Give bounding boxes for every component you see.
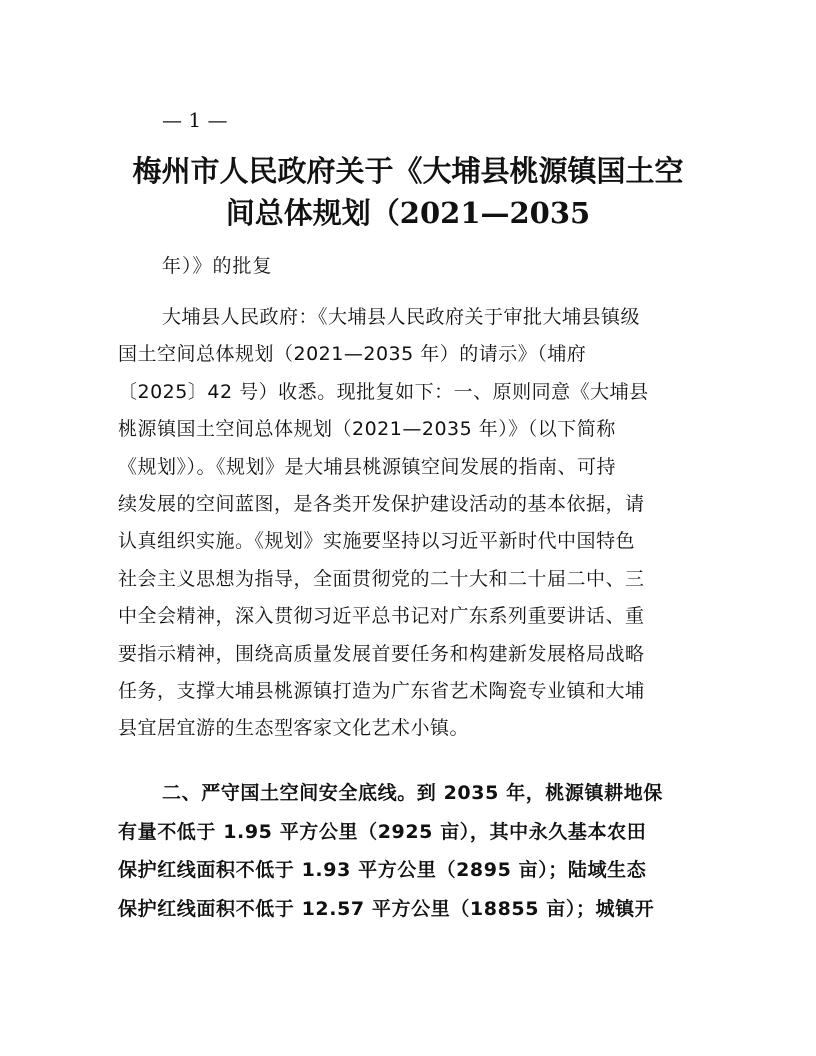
- body-paragraph-1: [118, 299, 703, 748]
- document-title-line-3: 年）》的批复: [162, 255, 273, 277]
- paragraph-line: 县宜居宜游的生态型客家文化艺术小镇。: [118, 717, 470, 740]
- paragraph-line: 国土空间总体规划（2021—2035 年）的请示》（埔府: [118, 343, 587, 366]
- paragraph-line: 二、严守国土空间安全底线。到 2035 年，桃源镇耕地保: [162, 782, 663, 804]
- paragraph-line: 社会主义思想为指导，全面贯彻党的二十大和二十届二中、三: [118, 567, 645, 590]
- document-title-line-1: 梅州市人民政府关于《大埔县桃源镇国土空: [132, 154, 684, 188]
- paragraph-line: 续发展的空间蓝图，是各类开发保护建设活动的基本依据，请: [118, 492, 645, 515]
- paragraph-line: 〔2025〕42 号）收悉。现批复如下：一、原则同意《大埔县: [118, 380, 649, 403]
- paragraph-line: 大埔县人民政府：《大埔县人民政府关于审批大埔县镇级: [162, 306, 641, 328]
- page-number: — 1 —: [162, 108, 228, 132]
- paragraph-line: 保护红线面积不低于 12.57 平方公里（18855 亩）；城镇开: [118, 898, 655, 921]
- document-title-line-2: 间总体规划（2021—2035: [225, 196, 591, 230]
- body-paragraph-2: [118, 774, 703, 929]
- paragraph-line: 中全会精神，深入贯彻习近平总书记对广东系列重要讲话、重: [118, 605, 645, 628]
- paragraph-line: 保护红线面积不低于 1.93 平方公里（2895 亩）；陆域生态: [118, 859, 647, 882]
- paragraph-line: 任务，支撑大埔县桃源镇打造为广东省艺术陶瓷专业镇和大埔: [118, 679, 645, 702]
- paragraph-line: 有量不低于 1.95 平方公里（2925 亩），其中永久基本农田: [118, 820, 647, 843]
- paragraph-line: 要指示精神，围绕高质量发展首要任务和构建新发展格局战略: [118, 642, 645, 665]
- paragraph-line: 认真组织实施。《规划》实施要坚持以习近平新时代中国特色: [118, 530, 636, 553]
- paragraph-line: 桃源镇国土空间总体规划（2021—2035 年）》（以下简称: [118, 418, 616, 441]
- paragraph-line: 《规划》）。《规划》是大埔县桃源镇空间发展的指南、可持: [118, 455, 617, 478]
